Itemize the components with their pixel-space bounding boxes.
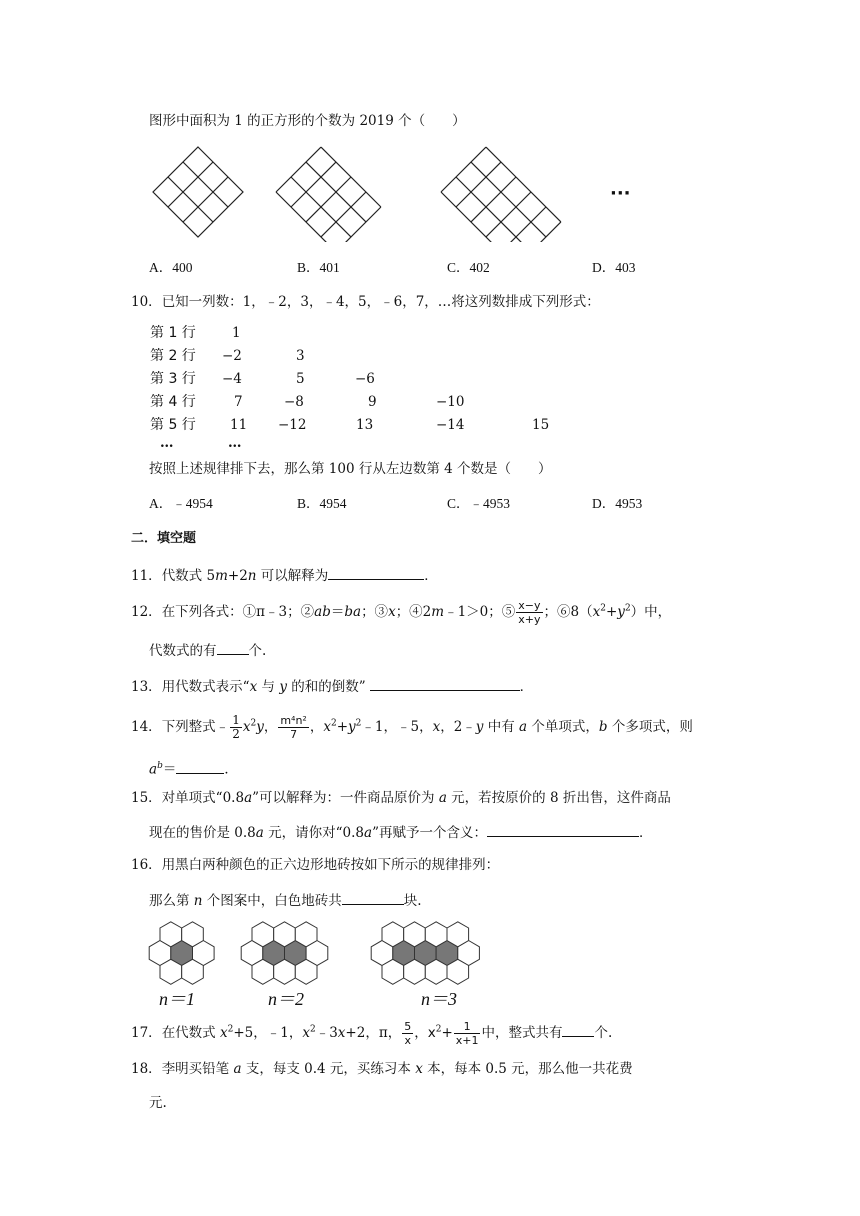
q17-var-x2: x	[302, 1025, 310, 1041]
q17-c: ﹣3	[315, 1025, 338, 1041]
q15-l2c: ”再赋予一个含义：	[372, 825, 487, 841]
q14-var-y: y	[256, 719, 264, 735]
q14-plus: +	[336, 719, 349, 735]
row-label-3: 第 3 行	[150, 371, 196, 387]
q17-sup4: 2	[435, 1024, 442, 1035]
q16-l2a: 那么第	[149, 893, 194, 909]
q11-number: 11．	[131, 568, 162, 584]
fraction-numerator: x−y	[518, 599, 541, 612]
answer-blank[interactable]	[217, 640, 249, 655]
q14-sup3: 2	[355, 718, 362, 729]
row2-val2: 3	[296, 348, 305, 364]
q17-plus: +	[441, 1025, 453, 1041]
row4-val4: −10	[436, 394, 465, 410]
q14-a: 下列整式﹣	[161, 719, 230, 735]
q15-line1	[131, 789, 671, 807]
q12-text-c: ；④2	[395, 604, 432, 620]
q14-var-x2: x	[323, 719, 331, 735]
q17-fraction-1	[402, 1020, 413, 1047]
q18-number: 18．	[131, 1061, 162, 1077]
q14-var-x: x	[242, 719, 251, 735]
q16-l2b: 个图案中，白色地砖共	[202, 893, 342, 909]
q13-var-x: x	[249, 679, 258, 695]
q14-var-a2: a	[149, 761, 158, 778]
row-label-4: 第 4 行	[150, 394, 196, 410]
q15-var-a4: a	[364, 825, 373, 841]
q12-var-ab: ab	[314, 604, 331, 620]
q16-l2c: 块.	[403, 893, 422, 909]
q18-var-x: x	[415, 1061, 423, 1077]
q10-number-table	[150, 320, 550, 450]
q18-l1b: 支，每支 0.4 元，买练习本	[241, 1061, 416, 1077]
row5-val4: −14	[436, 417, 465, 433]
q10-option-a: A．﹣4954	[149, 496, 213, 511]
q14-f: 个单项式，	[527, 719, 599, 735]
q9-option-b: B．401	[297, 260, 340, 275]
answer-blank[interactable]	[370, 676, 520, 691]
q14-fraction-1	[230, 714, 242, 741]
q17-number: 17．	[131, 1025, 162, 1041]
q15-l2a: 现在的售价是 0.8	[149, 825, 256, 841]
q17-d: +2，π，	[345, 1025, 402, 1041]
answer-blank[interactable]	[328, 565, 424, 580]
row3-val1: −4	[222, 371, 242, 387]
q12-line1	[131, 599, 671, 626]
q12-var-m: m	[431, 604, 445, 620]
fraction-denominator: 2	[232, 727, 240, 741]
row-label-1: 第 1 行	[150, 325, 196, 341]
row-label-5: 第 5 行	[150, 417, 196, 433]
fraction-numerator: m⁴n²	[280, 714, 307, 727]
q18-line2: 元.	[149, 1095, 167, 1111]
q17-var-x: x	[219, 1025, 228, 1041]
q18-l1a: 李明买铅笔	[161, 1061, 234, 1077]
q17-a: 在代数式	[161, 1025, 220, 1041]
q15-end: ．	[638, 825, 653, 841]
q10-option-b: B．4954	[297, 496, 347, 511]
q10-question: 按照上述规律排下去，那么第 100 行从左边数第 4 个数是（ ）	[149, 461, 552, 477]
q11-end: ．	[424, 568, 438, 584]
grid-figure-2	[276, 147, 381, 242]
q10-option-d: D．4953	[592, 496, 643, 511]
fraction-denominator: x	[404, 1034, 411, 1047]
q15-l1b: ”可以解释为：一件商品原价为	[252, 790, 439, 806]
q14-end: ．	[224, 761, 238, 778]
row1-val1: 1	[232, 325, 241, 341]
fraction-numerator: 5	[404, 1020, 412, 1033]
q13-number: 13．	[131, 679, 162, 695]
q12-plus: +	[605, 604, 618, 620]
q12-fraction	[516, 599, 542, 626]
q12-number: 12．	[131, 604, 162, 620]
ellipsis: ···	[610, 183, 631, 204]
row5-val1: 11	[230, 417, 248, 433]
q12-var-x2: x	[592, 604, 601, 620]
q15-var-a3: a	[255, 825, 264, 841]
row-label-2: 第 2 行	[150, 348, 196, 364]
q18-var-a: a	[233, 1061, 242, 1077]
row5-val3: 13	[356, 417, 374, 433]
grid-figure-1	[153, 147, 243, 237]
q12-var-ba: ba	[344, 604, 362, 620]
fraction-denominator: x+y	[518, 613, 541, 626]
q13	[131, 676, 533, 696]
q14-e: 中有	[483, 719, 520, 735]
row4-val1: 7	[234, 394, 243, 410]
q9-option-d: D．403	[592, 260, 636, 275]
q14-var-x3: x	[432, 719, 441, 735]
q17-h: 个.	[594, 1025, 613, 1041]
table-dots-2: …	[228, 435, 242, 451]
q9-text: 图形中面积为 1 的正方形的个数为 2019 个（ ）	[149, 113, 466, 129]
q17-var-x3: x	[337, 1025, 346, 1041]
q12-line2-b: 个.	[248, 643, 267, 659]
q16-l1: 用黑白两种颜色的正六边形地砖按如下所示的规律排列：	[161, 857, 500, 873]
q17-e: ，	[414, 1025, 428, 1041]
row3-val2: 5	[296, 371, 305, 387]
q10-number: 10．	[131, 294, 162, 310]
q14-d: ，2﹣	[440, 719, 476, 735]
q14-exponent-b: b	[157, 761, 163, 771]
table-dots-1: …	[160, 435, 174, 451]
q12-line2-a: 代数式的有	[149, 643, 217, 659]
q13-end: ．	[519, 679, 534, 695]
q10-text	[131, 293, 600, 311]
q16-var-n: n	[193, 893, 203, 909]
q9-figure	[150, 142, 650, 242]
q13-c: 的和的倒数”	[286, 679, 366, 695]
q14-var-b: b	[598, 719, 608, 735]
q10-stem: 已知一列数：1，﹣2，3，﹣4，5，﹣6，7，…将这列数排成下列形式：	[161, 294, 600, 310]
answer-blank[interactable]	[487, 822, 639, 837]
q17-sup: 2	[227, 1024, 234, 1035]
q12-line2	[149, 640, 266, 660]
q15-var-a2: a	[438, 790, 447, 806]
q15-l1a: 对单项式“0.8	[161, 790, 245, 806]
q14-sup: 2	[250, 718, 257, 729]
q11-var-m: m	[215, 568, 228, 584]
q9-option-c: C．402	[447, 260, 490, 275]
q11-a: 代数式 5	[161, 568, 216, 584]
fraction-numerator: 1	[454, 1020, 481, 1034]
answer-blank[interactable]	[342, 890, 404, 905]
q17-fraction-2	[454, 1020, 481, 1047]
q17-var-x4: x	[427, 1025, 436, 1041]
grid-figure-3	[441, 147, 561, 242]
row2-val1: −2	[222, 348, 242, 364]
fraction-numerator: 1	[232, 713, 240, 727]
q9-option-a: A．400	[149, 260, 193, 275]
q14-eq: ＝	[162, 761, 177, 778]
q15-l2b: 元，请你对“0.8	[263, 825, 364, 841]
pattern-label-2: n＝2	[268, 989, 304, 1009]
q11	[131, 565, 438, 585]
q14-var-y2: y	[348, 719, 356, 735]
q17-sup2: 2	[309, 1024, 316, 1035]
q18-line1	[131, 1060, 633, 1078]
section-title: 二．填空题	[131, 531, 197, 546]
q12-sup-a: 2	[600, 603, 606, 614]
row4-val3: 9	[368, 394, 377, 410]
q16-line2	[149, 890, 422, 910]
q14-var-a: a	[519, 719, 528, 735]
q12-text-a: 在下列各式：①π﹣3；②	[161, 604, 315, 620]
pattern-label-3: n＝3	[421, 989, 457, 1009]
q15-l1c: 元，若按原价的 8 折出售，这件商品	[446, 790, 671, 806]
q12-text-e: ；⑥8（	[543, 604, 593, 620]
q14-b: ，	[309, 719, 324, 735]
q13-a: 用代数式表示“	[161, 679, 250, 695]
row5-val2: −12	[278, 417, 307, 433]
q12-var-y2: y	[617, 604, 625, 620]
q16-line1	[131, 856, 499, 874]
q14-comma: ，	[263, 719, 278, 735]
q17	[131, 1020, 612, 1047]
q12-text-d: ﹣1＞0；⑤	[444, 604, 516, 620]
q12-text-f: ）中，	[630, 604, 672, 620]
q14-fraction-2	[278, 714, 309, 741]
answer-blank[interactable]	[176, 759, 224, 774]
row5-val5: 15	[532, 417, 550, 433]
q17-g: 中，整式共有	[481, 1025, 563, 1041]
q14-line2	[149, 757, 238, 779]
row3-val3: −6	[355, 371, 375, 387]
q12-text-b: ；③	[361, 604, 389, 620]
q15-line2	[149, 822, 652, 842]
q12-eq: ＝	[330, 604, 345, 620]
q14-var-y3: y	[475, 719, 484, 735]
answer-blank[interactable]	[562, 1022, 594, 1037]
fraction-denominator: x+1	[455, 1034, 479, 1047]
q17-b: +5，﹣1，	[233, 1025, 303, 1041]
q11-e: 可以解释为	[256, 568, 329, 584]
q14-c: ﹣1，﹣5，	[361, 719, 433, 735]
q14-sup2: 2	[330, 718, 337, 729]
q14-g: 个多项式，则	[607, 719, 693, 735]
q13-var-y: y	[279, 679, 287, 695]
q11-var-n: n	[247, 568, 257, 584]
pattern-label-1: n＝1	[159, 989, 195, 1009]
q13-b: 与	[257, 679, 280, 695]
q14-number: 14．	[131, 719, 162, 735]
fraction-denominator: 7	[290, 728, 298, 741]
q15-number: 15．	[131, 790, 162, 806]
q12-sup-b: 2	[624, 603, 631, 614]
q18-l1c: 本，每本 0.5 元，那么他一共花费	[422, 1061, 633, 1077]
q10-option-c: C．﹣4953	[447, 496, 511, 511]
q11-c: +2	[227, 568, 248, 584]
row4-val2: −8	[284, 394, 304, 410]
q12-var-x: x	[388, 604, 396, 620]
q15-var-a1: a	[244, 790, 253, 806]
q14-line1	[131, 714, 693, 741]
q16-number: 16．	[131, 857, 162, 873]
